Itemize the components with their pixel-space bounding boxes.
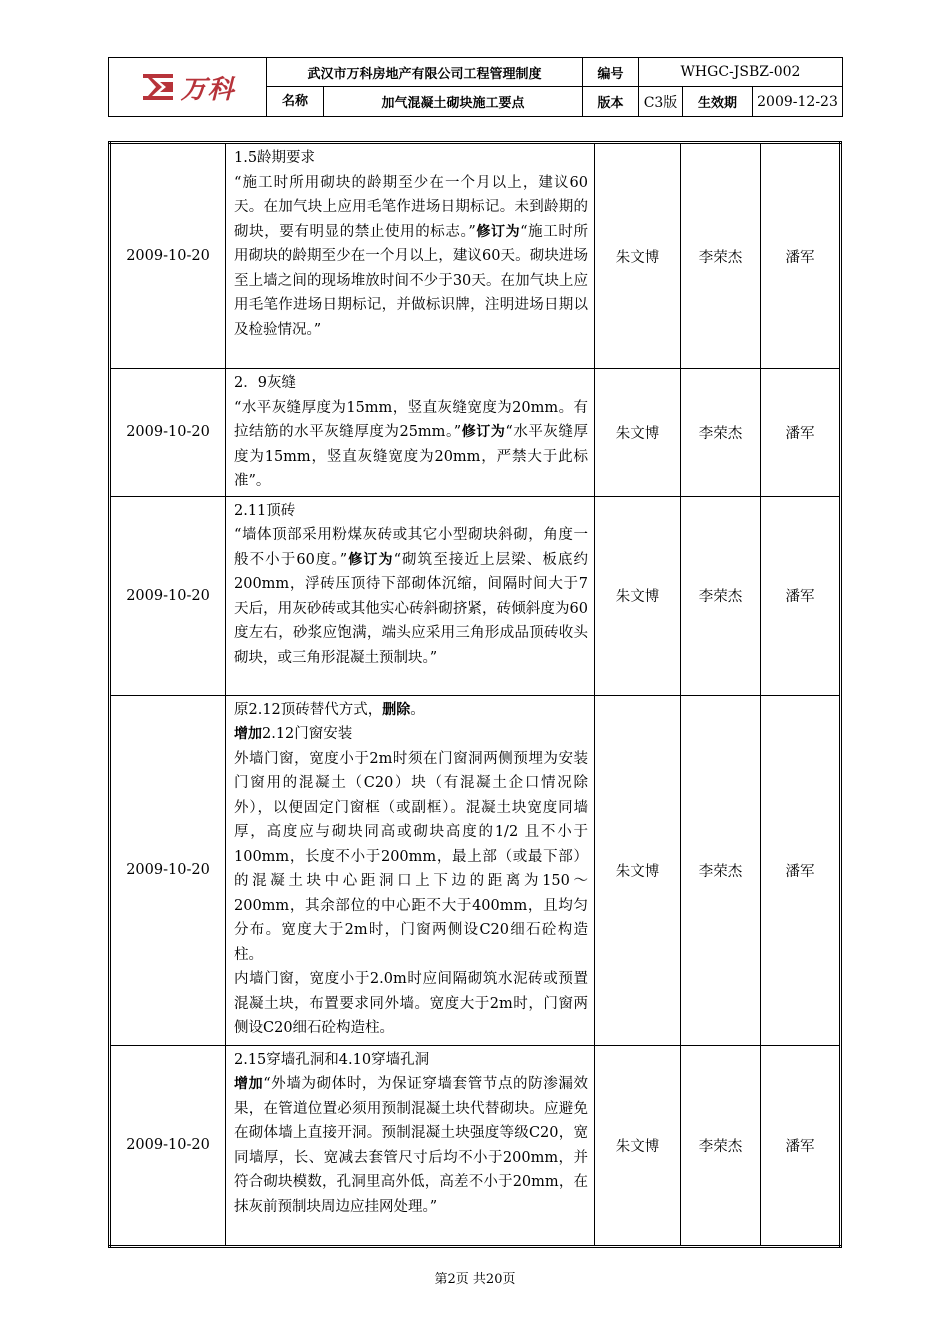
revision-paragraph: [234, 698, 588, 723]
revision-paragraph: [234, 1048, 588, 1073]
company-title: 武汉市万科房地产有限公司工程管理制度: [267, 58, 583, 87]
body-text: “外墙为砌体时，为保证穿墙套管节点的防渗漏效果，在管道位置必须用预制混凝土块代替砌块。应避免在砌体墙上直接开洞。预制混凝土块强度等级C20，宽同墙厚，长、宽减去套管尺寸后均不小于200mm，并符合砌块模数，孔洞里高外低，高差不小于20mm，在抹灰前预制块周边应挂网处理。”: [234, 1076, 588, 1215]
body-text: 2.15穿墙孔洞和4.10穿墙孔洞: [234, 1051, 430, 1068]
approved-by: 潘军: [761, 1045, 841, 1246]
name-label-and-value: [267, 87, 583, 117]
revision-paragraph: [234, 396, 588, 494]
code-label: 编号: [583, 58, 639, 87]
body-text: 2.11顶砖: [234, 502, 296, 519]
revision-content: [226, 496, 595, 695]
reviewed-by: 李荣杰: [681, 496, 761, 695]
revision-paragraph: [234, 371, 588, 396]
body-text: “水平灰缝厚度为15mm，竖直灰缝宽度为20mm，严禁大于此标准”。: [234, 424, 589, 489]
reviewed-by: 李荣杰: [681, 695, 761, 1045]
revision-content: [226, 1045, 595, 1246]
emphasis-text: 修订为: [347, 551, 394, 568]
emphasis-text: 增加: [234, 726, 262, 742]
revised-by: 朱文博: [595, 369, 681, 497]
effective-label: 生效期: [683, 87, 753, 117]
reviewed-by: 李荣杰: [681, 143, 761, 369]
revision-paragraph: [234, 1072, 588, 1219]
body-text: “水平灰缝厚度为15mm，竖直灰缝宽度为20mm。有拉结筋的水平灰缝厚度为25mm。”: [234, 399, 588, 440]
revised-by: 朱文博: [595, 695, 681, 1045]
revision-paragraph: [234, 171, 588, 343]
name-label: 名称: [267, 87, 324, 116]
reviewed-by: 李荣杰: [681, 1045, 761, 1246]
revision-date: 2009-10-20: [110, 695, 226, 1045]
revision-content: [226, 695, 595, 1045]
body-text: 2．9灰缝: [234, 375, 296, 391]
document-header: [108, 57, 843, 117]
revision-paragraph: [234, 499, 588, 524]
logo-text: 万科: [180, 74, 235, 105]
effective-date: 2009-12-23: [753, 87, 843, 117]
revision-date: 2009-10-20: [110, 1045, 226, 1246]
revised-by: 朱文博: [595, 143, 681, 369]
code-value: WHGC-JSBZ-002: [639, 58, 843, 87]
document-name: 加气混凝土砌块施工要点: [381, 96, 525, 111]
reviewed-by: 李荣杰: [681, 369, 761, 497]
body-text: 外墙门窗，宽度小于2m时须在门窗洞两侧预埋为安装门窗用的混凝土（C20）块（有混凝土企口情况除外），以便固定门窗框（或副框）。混凝土块宽度同墙厚，高度应与砌块同高或砌块高度的1/2 且不小于100mm，长度不小于200mm，最上部（或最下部）的混凝土块中心距洞口上下边的距离为150～200mm，其余部位的中心距不大于400mm，且均匀分布。宽度大于2m时，门窗两侧设C20细石砼构造柱。: [234, 750, 588, 963]
body-text: 原2.12顶砖替代方式，: [234, 701, 383, 718]
company-logo: [109, 58, 266, 116]
revision-paragraph: [234, 523, 588, 670]
table-row: [110, 496, 841, 695]
approved-by: 潘军: [761, 369, 841, 497]
version-label: 版本: [583, 87, 639, 117]
revision-content: [226, 369, 595, 497]
vanke-logo-icon: [140, 71, 176, 103]
revision-paragraph: [234, 747, 588, 968]
emphasis-text: 删除: [382, 701, 411, 718]
emphasis-text: 修订为: [475, 223, 521, 240]
revised-by: 朱文博: [595, 1045, 681, 1246]
revised-by: 朱文博: [595, 496, 681, 695]
approved-by: 潘军: [761, 695, 841, 1045]
body-text: “施工时所用砌块的龄期至少在一个月以上，建议60天。砌块进场至上墙之间的现场堆放时间不少于30天。在加气块上应用毛笔作进场日期标记，并做标识牌，注明进场日期以及检验情况。”: [234, 223, 588, 338]
body-text: “砌筑至接近上层梁、板底约200mm，浮砖压顶待下部砌体沉缩，间隔时间大于7天后，用灰砂砖或其他实心砖斜砌挤紧，砖倾斜度为60度左右，砂浆应饱满，端头应采用三角形成品顶砖收头砌块，或三角形混凝土预制块。”: [234, 551, 588, 666]
revision-paragraph: [234, 146, 588, 171]
revision-table: [108, 141, 842, 1248]
body-text: 内墙门窗，宽度小于2.0m时应间隔砌筑水泥砖或预置混凝土块，布置要求同外墙。宽度大于2m时，门窗两侧设C20细石砼构造柱。: [234, 971, 588, 1036]
approved-by: 潘军: [761, 143, 841, 369]
table-row: [110, 143, 841, 369]
revision-content: [226, 143, 595, 369]
body-text: “施工时所用砌块的龄期至少在一个月以上，建议60天。在加气块上应用毛笔作进场日期标记。未到龄期的砌块，要有明显的禁止使用的标志。”: [234, 174, 588, 240]
approved-by: 潘军: [761, 496, 841, 695]
body-text: “墙体顶部采用粉煤灰砖或其它小型砌块斜砌，角度一般不小于60度。”: [234, 527, 588, 568]
body-text: 2.12门窗安装: [262, 726, 353, 742]
page-footer: 第2页 共20页: [434, 1272, 516, 1287]
revision-paragraph: [234, 722, 588, 747]
emphasis-text: 修订为: [461, 424, 506, 440]
table-row: [110, 369, 841, 497]
revision-date: 2009-10-20: [110, 369, 226, 497]
revision-date: 2009-10-20: [110, 496, 226, 695]
table-row: [110, 695, 841, 1045]
table-row: [110, 1045, 841, 1246]
body-text: 1.5龄期要求: [234, 150, 316, 166]
logo-cell: [109, 58, 267, 117]
version-value: C3版: [639, 87, 683, 117]
body-text: 。: [410, 701, 425, 718]
revision-date: 2009-10-20: [110, 143, 226, 369]
emphasis-text: 增加: [234, 1076, 264, 1092]
revision-paragraph: [234, 967, 588, 1041]
